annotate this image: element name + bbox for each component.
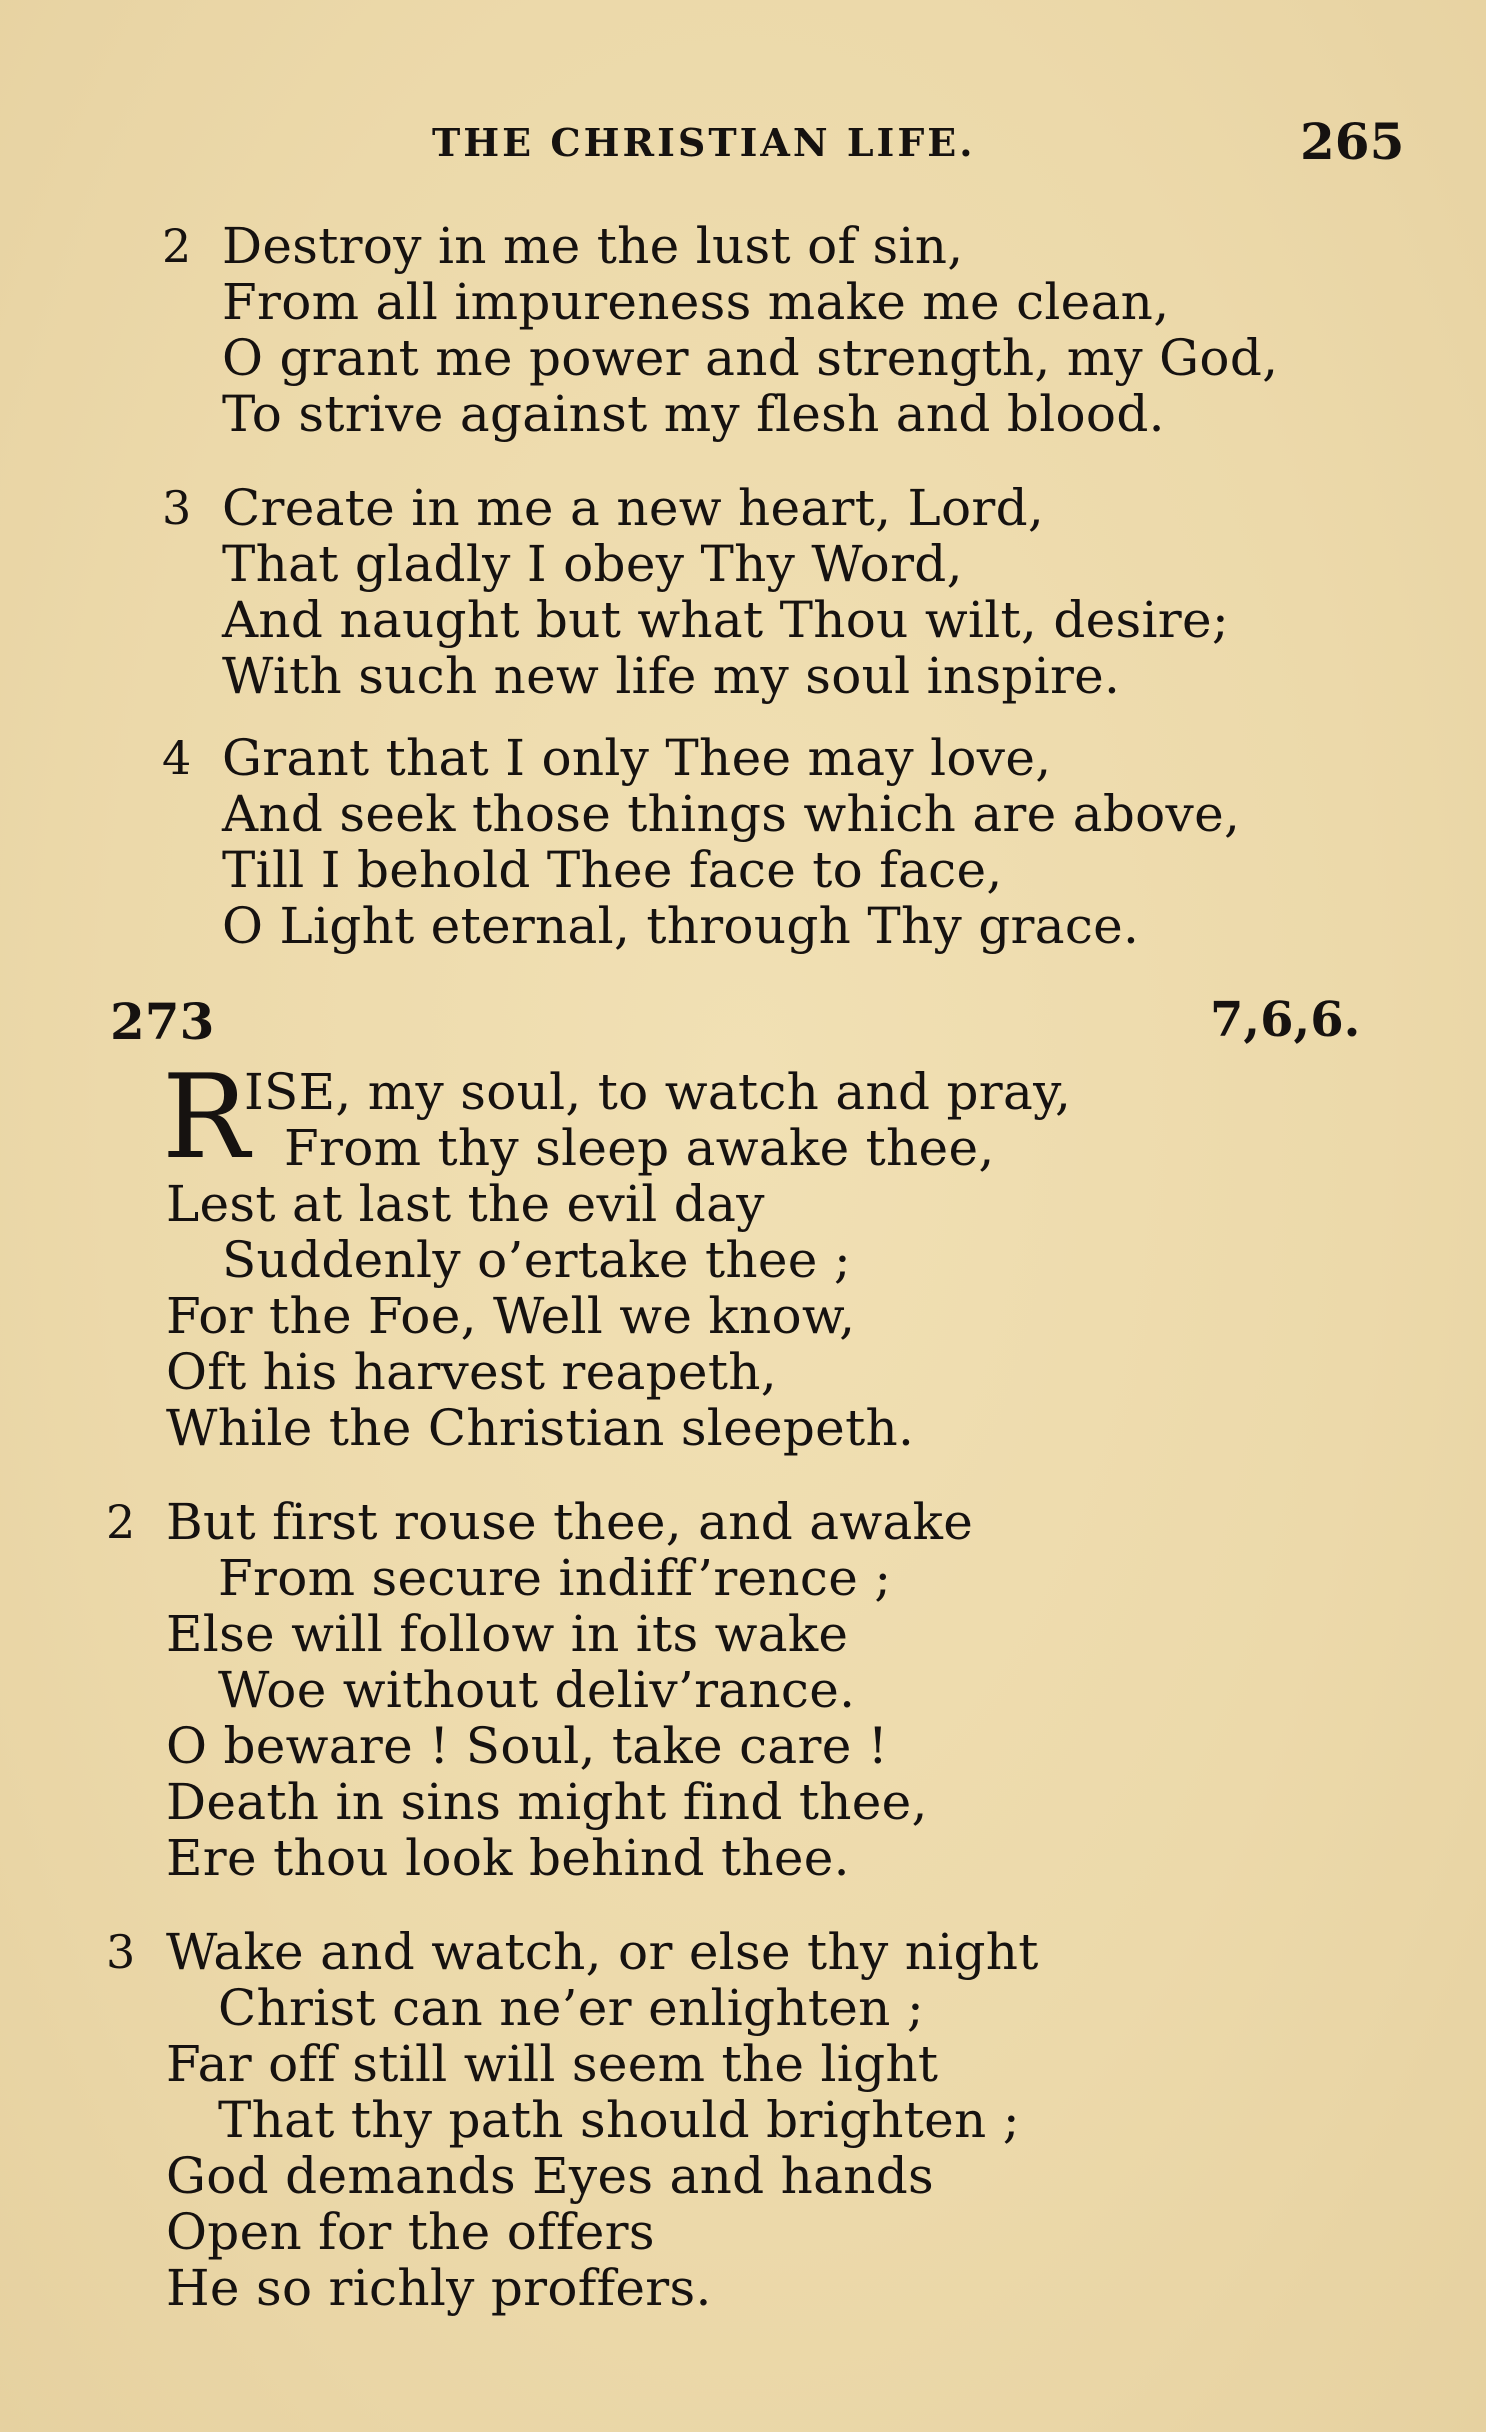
verse-line: Suddenly o’ertake thee ; <box>222 1231 851 1289</box>
verse-line: O grant me power and strength, my God, <box>222 329 1279 387</box>
stanza-number: 2 <box>162 219 192 273</box>
drop-cap: R <box>162 1050 250 1185</box>
verse-line: ISE, my soul, to watch and pray, <box>244 1063 1072 1121</box>
verse-line: O beware ! Soul, take care ! <box>166 1717 889 1775</box>
verse-line: Create in me a new heart, Lord, <box>222 479 1045 537</box>
stanza-number: 3 <box>106 1925 136 1979</box>
verse-line: Christ can ne’er enlighten ; <box>218 1979 924 2037</box>
verse-line: He so richly proffers. <box>166 2259 712 2317</box>
page-header <box>0 112 1486 172</box>
verse-line: O Light eternal, through Thy grace. <box>222 897 1140 955</box>
verse-line: Open for the offers <box>166 2203 655 2261</box>
verse-line: That thy path should brighten ; <box>218 2091 1020 2149</box>
running-title: THE CHRISTIAN LIFE. <box>432 120 976 165</box>
verse-line: Oft his harvest reapeth, <box>166 1343 777 1401</box>
verse-line: And seek those things which are above, <box>222 785 1241 843</box>
verse-line: Ere thou look behind thee. <box>166 1829 850 1887</box>
hymn-meter: 7,6,6. <box>1210 992 1361 1048</box>
verse-line: With such new life my soul inspire. <box>222 647 1121 705</box>
verse-line: Woe without deliv’rance. <box>218 1661 856 1719</box>
verse-line: To strive against my flesh and blood. <box>222 385 1165 443</box>
verse-line: From all impureness make me clean, <box>222 273 1170 331</box>
verse-line: Grant that I only Thee may love, <box>222 729 1052 787</box>
verse-line: God demands Eyes and hands <box>166 2147 935 2205</box>
verse-line: That gladly I obey Thy Word, <box>222 535 963 593</box>
stanza-number: 3 <box>162 481 192 535</box>
verse-line: While the Christian sleepeth. <box>166 1399 915 1457</box>
verse-line: But first rouse thee, and awake <box>166 1493 974 1551</box>
verse-line: Till I behold Thee face to face, <box>222 841 1003 899</box>
stanza-number: 2 <box>106 1495 136 1549</box>
verse-line: From secure indiff’rence ; <box>218 1549 892 1607</box>
verse-line: Far off still will seem the light <box>166 2035 939 2093</box>
verse-line: Else will follow in its wake <box>166 1605 849 1663</box>
verse-line: Death in sins might find thee, <box>166 1773 928 1831</box>
stanza-number: 4 <box>162 731 192 785</box>
verse-line: For the Foe, Well we know, <box>166 1287 856 1345</box>
page-number: 265 <box>1300 112 1405 171</box>
verse-line: Lest at last the evil day <box>166 1175 765 1233</box>
verse-line: And naught but what Thou wilt, desire; <box>222 591 1230 649</box>
verse-line: Destroy in me the lust of sin, <box>222 217 964 275</box>
verse-line: Wake and watch, or else thy night <box>166 1923 1039 1981</box>
hymn-number: 273 <box>110 992 215 1051</box>
verse-line: From thy sleep awake thee, <box>284 1119 995 1177</box>
